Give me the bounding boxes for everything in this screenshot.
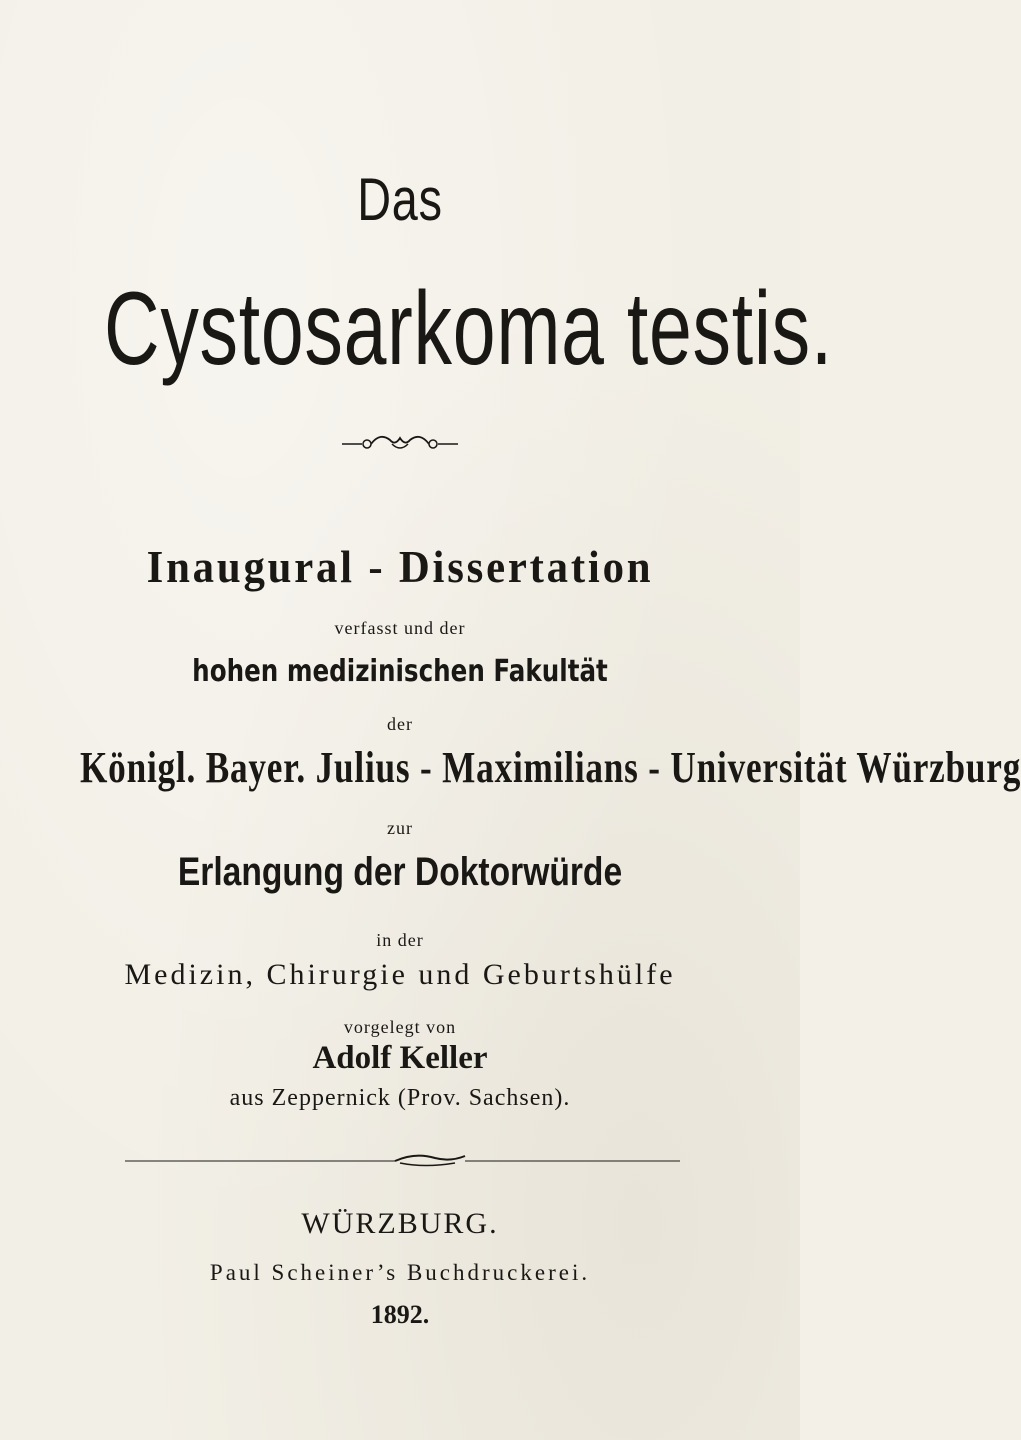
- publication-year: 1892.: [370, 1300, 430, 1329]
- faculty-line: hohen medizinischen Fakultät: [192, 654, 608, 689]
- dissertation-heading: Inaugural - Dissertation: [146, 541, 654, 592]
- text-in-der: in der: [376, 930, 424, 950]
- printer-line: Paul Scheiner’s Buchdruckerei.: [209, 1260, 591, 1285]
- purpose-line: Erlangung der Doktorwürde: [177, 850, 623, 894]
- subjects-line: Medizin, Chirurgie und Geburtshülfe: [124, 958, 676, 991]
- text-der: der: [387, 714, 413, 734]
- text-vorgelegt: vorgelegt von: [343, 1017, 457, 1037]
- author-origin: aus Zeppernick (Prov. Sachsen).: [229, 1085, 571, 1111]
- title-article: Das: [357, 166, 443, 233]
- page-title: Cystosarkoma testis.: [104, 271, 834, 387]
- divider-rule: [125, 1150, 680, 1170]
- text-verfasst: verfasst und der: [334, 618, 466, 638]
- place-of-publication: WÜRZBURG.: [301, 1207, 499, 1240]
- university-line: Königl. Bayer. Julius - Maximilians - Universität Würzburg: [80, 743, 1021, 792]
- scroll-ornament-icon: [340, 428, 460, 458]
- author-name: Adolf Keller: [312, 1040, 488, 1076]
- text-zur: zur: [387, 818, 413, 838]
